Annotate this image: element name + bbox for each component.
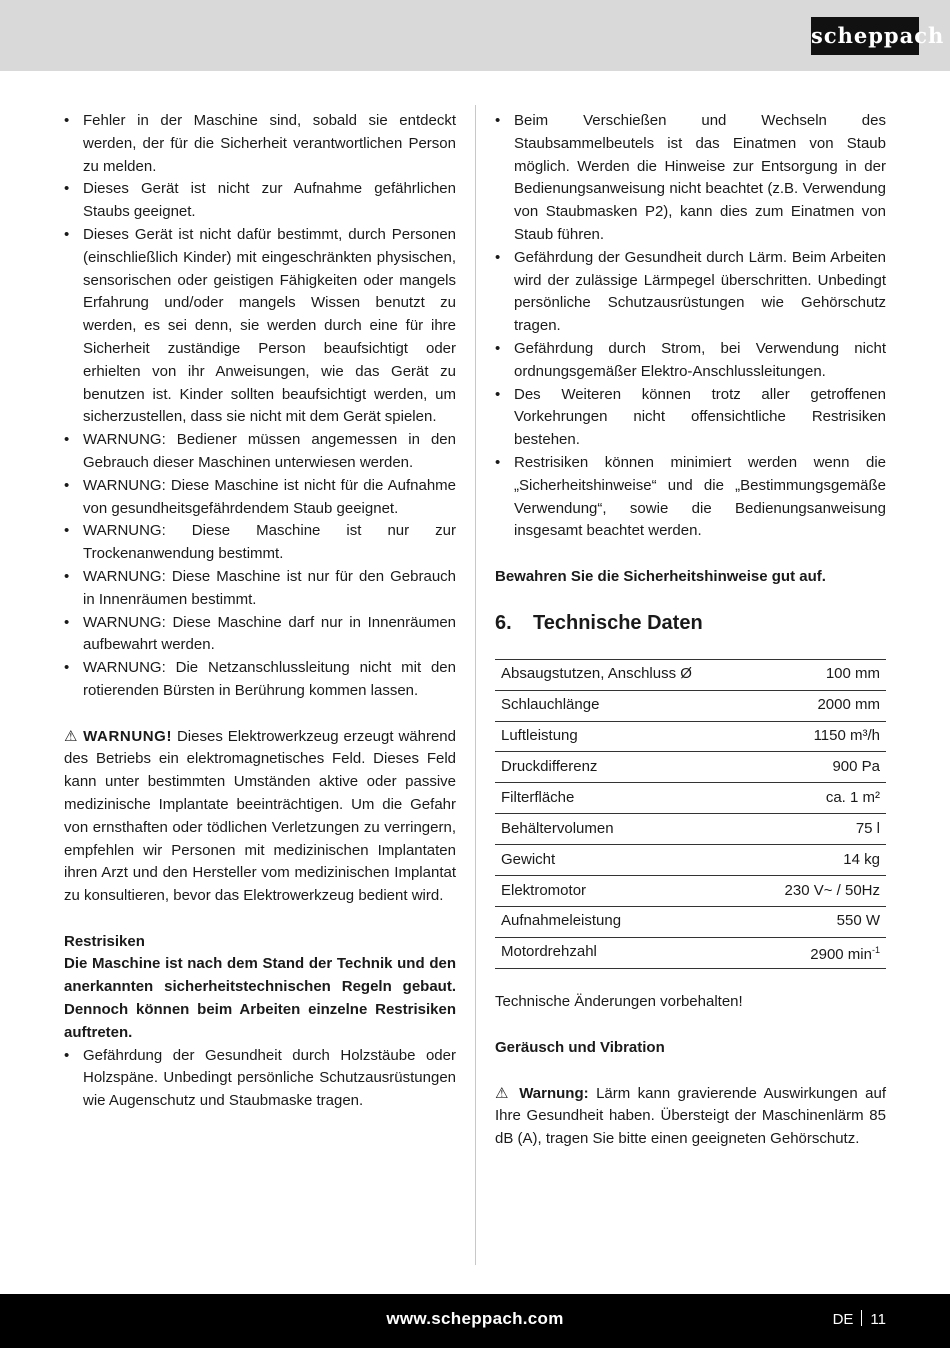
column-divider: [475, 105, 476, 1265]
list-item: • WARNUNG: Diese Maschine ist nicht für die Aufnahme von gesundheitsgefährdendem Staub geeignet.: [64, 475, 456, 521]
language-code: DE: [832, 1311, 854, 1328]
list-item: • Restrisiken können minimiert werden wenn die „Sicherheitshinweise“ und die „Bestimmungsgemäße Verwendung“, sowie die Bedienungsanweisung insgesamt beachtet werden.: [495, 452, 886, 543]
spec-value: [751, 937, 886, 968]
table-row: [495, 690, 886, 721]
noise-vibration-heading: Geräusch und Vibration: [495, 1039, 665, 1057]
spec-value-superscript: -1: [871, 944, 880, 955]
list-item: • Dieses Gerät ist nicht zur Aufnahme gefährlichen Staubs geeignet.: [64, 178, 456, 224]
table-row: [495, 659, 886, 690]
right-column: [495, 110, 886, 1151]
spec-value-text: 2900 min: [810, 945, 872, 963]
table-row: [495, 721, 886, 752]
spec-value: 75 l: [855, 819, 880, 837]
residual-risk-list-continued: [495, 110, 886, 543]
header-bar: [0, 0, 950, 71]
warning-text: Dieses Elektrowerkzeug erzeugt während des Betriebs ein elektromagnetisches Feld. Dieses Feld kann unter bestimmten Umständen aktive oder passive medizinische Implantate beeinträchtigen. Um die Gefahr von ernsthaften oder tödlichen Verletzungen zu verringern, empfehlen wir Personen mit medizinischen Implantaten ihren Arzt und den Hersteller vom medizinischen Implantat zu konsultieren, bevor das Elektrowerkzeug bedient wird.: [64, 727, 456, 905]
spec-value: ca. 1 m²: [825, 788, 880, 806]
list-item: • WARNUNG: Diese Maschine ist nur für den Gebrauch in Innenräumen bestimmt.: [64, 566, 456, 612]
table-row: [495, 783, 886, 814]
table-row: [495, 814, 886, 845]
list-item: • Gefährdung der Gesundheit durch Holzstäube oder Holzspäne. Unbedingt persönliche Schutzausrüstungen wie Augenschutz und Staubmaske tragen.: [64, 1045, 456, 1113]
spec-label: Elektromotor: [501, 881, 587, 899]
table-row: [495, 752, 886, 783]
warning-triangle-icon: ⚠: [64, 727, 79, 745]
restrisiken-intro: Die Maschine ist nach dem Stand der Technik und den anerkannten sicherheitstechnischen Regeln gebaut. Dennoch können beim Arbeiten einzelne Restrisiken auftreten.: [64, 955, 456, 1041]
spec-value: 2000 mm: [817, 696, 880, 714]
spec-label: Luftleistung: [501, 727, 578, 745]
spec-value: 900 Pa: [832, 757, 880, 775]
warning-label: WARNUNG!: [83, 727, 173, 745]
spec-label: Motordrehzahl: [501, 943, 597, 961]
noise-warning-text: Lärm kann gravierende Auswirkungen auf Ihre Gesundheit haben. Übersteigt der Maschinenlärm 85 dB (A), tragen Sie bitte einen geeigneten Gehörschutz.: [495, 1084, 886, 1148]
table-row: [495, 875, 886, 906]
list-item: • Des Weiteren können trotz aller getroffenen Vorkehrungen nicht offensichtliche Restrisiken bestehen.: [495, 384, 886, 452]
spec-value: 1150 m³/h: [813, 727, 880, 745]
page-separator: [861, 1310, 862, 1326]
safety-bullet-list: [64, 110, 456, 703]
list-item: • WARNUNG: Diese Maschine ist nur zur Trockenanwendung bestimmt.: [64, 520, 456, 566]
section-number: 6.: [495, 611, 512, 634]
restrisiken-heading: Restrisiken: [64, 932, 145, 950]
spec-value: 230 V~ / 50Hz: [784, 881, 880, 899]
list-item: • Gefährdung durch Strom, bei Verwendung nicht ordnungsgemäßer Elektro-Anschlussleitungen.: [495, 338, 886, 384]
spec-value: 550 W: [836, 912, 880, 930]
warning-triangle-icon: ⚠: [495, 1084, 512, 1102]
section-title-text: Technische Daten: [533, 611, 703, 634]
emf-warning-paragraph: [64, 726, 456, 908]
residual-risk-list: [64, 1045, 456, 1113]
list-item: • WARNUNG: Die Netzanschlussleitung nicht mit den rotierenden Bürsten in Berührung kommen lassen.: [64, 657, 456, 703]
table-row: [495, 937, 886, 968]
list-item: • Beim Verschießen und Wechseln des Staubsammelbeutels ist das Einatmen von Staub möglich. Werden die Hinweise zur Entsorgung in der Bedienungsanweisung nicht beachtet (z.B. Verwendung von Staubmasken P2), kann dies zum Einatmen von Staub führen.: [495, 110, 886, 247]
spec-label: Filterfläche: [501, 788, 575, 806]
keep-instructions-notice: Bewahren Sie die Sicherheitshinweise gut auf.: [495, 567, 826, 585]
spec-label: Aufnahmeleistung: [501, 912, 622, 930]
spec-value: 14 kg: [843, 850, 880, 868]
list-item: • WARNUNG: Diese Maschine darf nur in Innenräumen aufbewahrt werden.: [64, 612, 456, 658]
technical-data-table: [495, 659, 886, 969]
noise-warning-label: Warnung:: [519, 1084, 589, 1102]
website-link[interactable]: www.scheppach.com: [386, 1309, 564, 1328]
table-row: [495, 845, 886, 876]
technical-changes-note: Technische Änderungen vorbehalten!: [495, 993, 743, 1011]
spec-label: Gewicht: [501, 850, 556, 868]
list-item: • Dieses Gerät ist nicht dafür bestimmt, durch Personen (einschließlich Kinder) mit eingeschränkten physischen, sensorischen oder geistigen Fähigkeiten oder mangels Erfahrung und/oder mangels Wissen benutzt zu werden, es sei denn, sie werden durch eine für ihre Sicherheit zuständige Person beaufsichtigt oder erhielten von ihr Anweisungen, wie das Gerät zu benutzen ist. Kinder sollten beaufsichtigt werden, um sicherzustellen, dass sie nicht mit dem Gerät spielen.: [64, 224, 456, 429]
spec-value: 100 mm: [825, 665, 880, 683]
table-row: [495, 906, 886, 937]
spec-label: Schlauchlänge: [501, 696, 600, 714]
footer-bar: [0, 1294, 950, 1348]
spec-label: Absaugstutzen, Anschluss Ø: [501, 665, 692, 683]
brand-logo: scheppach: [811, 17, 919, 55]
section-title: [495, 609, 886, 637]
left-column: [64, 110, 456, 1113]
list-item: • Fehler in der Maschine sind, sobald sie entdeckt werden, der für die Sicherheit verantwortlichen Person zu melden.: [64, 110, 456, 178]
spec-label: Druckdifferenz: [501, 757, 598, 775]
page-number: 11: [870, 1311, 886, 1328]
spec-label: Behältervolumen: [501, 819, 614, 837]
noise-warning-paragraph: [495, 1083, 886, 1151]
list-item: • Gefährdung der Gesundheit durch Lärm. Beim Arbeiten wird der zulässige Lärmpegel überschritten. Unbedingt persönliche Schutzausrüstungen wie Gehörschutz tragen.: [495, 247, 886, 338]
page-indicator: [833, 1310, 886, 1328]
list-item: • WARNUNG: Bediener müssen angemessen in den Gebrauch dieser Maschinen unterwiesen werden.: [64, 429, 456, 475]
